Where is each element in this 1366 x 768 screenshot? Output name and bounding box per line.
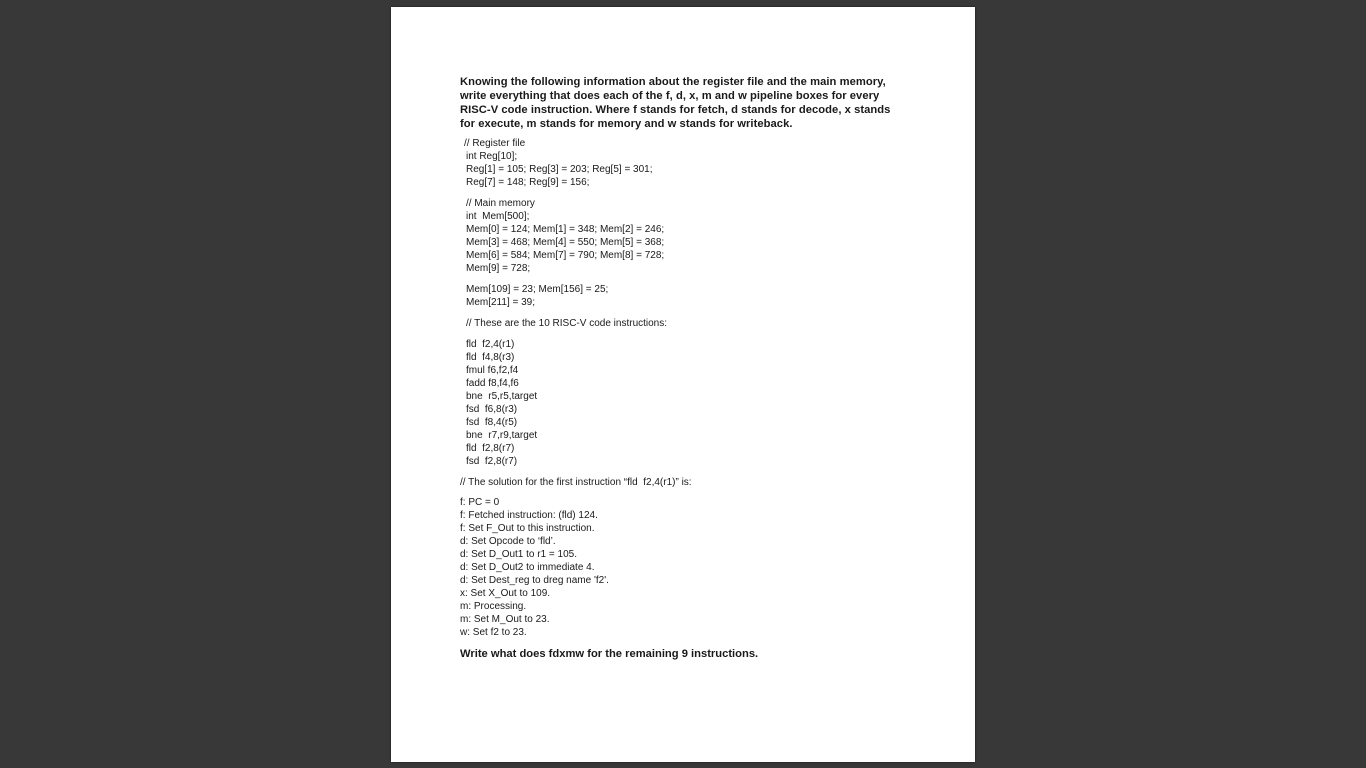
solution-step: x: Set X_Out to 109. bbox=[460, 588, 551, 599]
register-file-line: Reg[1] = 105; Reg[3] = 203; Reg[5] = 301; bbox=[466, 164, 653, 175]
instruction-line: fld f2,4(r1) bbox=[466, 339, 515, 350]
instruction-line: fsd f8,4(r5) bbox=[466, 417, 518, 428]
main-memory-line: Mem[6] = 584; Mem[7] = 790; Mem[8] = 728; bbox=[466, 250, 665, 261]
main-memory-line: Mem[3] = 468; Mem[4] = 550; Mem[5] = 368; bbox=[466, 237, 665, 248]
intro-paragraph: Knowing the following information about the register file and the main memory, write everything that does each of the f, d, x, m and w pipeline boxes for every RISC-V code instruction. Where f stands for fetch, d stands for decode, x stands for execute, m stands for memory and w stands for writeback. bbox=[460, 76, 891, 130]
register-file-block bbox=[466, 137, 905, 189]
solution-step: f: PC = 0 bbox=[460, 497, 500, 508]
solution-step: f: Set F_Out to this instruction. bbox=[460, 523, 595, 534]
main-memory-line: int Mem[500]; bbox=[466, 211, 530, 222]
instruction-line: fmul f6,f2,f4 bbox=[466, 365, 519, 376]
instructions-list bbox=[466, 338, 905, 468]
extra-memory-block bbox=[466, 283, 905, 309]
solution-step: d: Set D_Out1 to r1 = 105. bbox=[460, 549, 578, 560]
instruction-line: fsd f2,8(r7) bbox=[466, 456, 518, 467]
instructions-header: // These are the 10 RISC-V code instructions: bbox=[466, 318, 668, 329]
extra-memory-line: Mem[109] = 23; Mem[156] = 25; bbox=[466, 284, 609, 295]
register-file-line: Reg[7] = 148; Reg[9] = 156; bbox=[466, 177, 590, 188]
instruction-line: fsd f6,8(r3) bbox=[466, 404, 518, 415]
extra-memory-line: Mem[211] = 39; bbox=[466, 297, 536, 308]
page-content bbox=[460, 75, 905, 661]
solution-step: m: Set M_Out to 23. bbox=[460, 614, 550, 625]
main-memory-line: Mem[9] = 728; bbox=[466, 263, 531, 274]
instruction-line: fld f2,8(r7) bbox=[466, 443, 515, 454]
solution-step: f: Fetched instruction: (fld) 124. bbox=[460, 510, 598, 521]
instruction-line: bne r7,r9,target bbox=[466, 430, 538, 441]
document-page bbox=[391, 7, 975, 762]
instruction-line: fadd f8,f4,f6 bbox=[466, 378, 519, 389]
register-file-line: // Register file bbox=[464, 138, 526, 149]
main-memory-block bbox=[466, 197, 905, 275]
solution-step: d: Set Opcode to ‘fld’. bbox=[460, 536, 556, 547]
main-memory-line: // Main memory bbox=[466, 198, 535, 209]
instructions-header-block bbox=[466, 317, 905, 330]
solution-header: // The solution for the first instruction “fld f2,4(r1)” is: bbox=[460, 477, 692, 488]
instruction-line: fld f4,8(r3) bbox=[466, 352, 515, 363]
closing-instruction: Write what does fdxmw for the remaining 9 instructions. bbox=[460, 648, 759, 660]
main-memory-line: Mem[0] = 124; Mem[1] = 348; Mem[2] = 246; bbox=[466, 224, 665, 235]
solution-step: d: Set Dest_reg to dreg name 'f2'. bbox=[460, 575, 609, 586]
solution-step: w: Set f2 to 23. bbox=[460, 627, 527, 638]
solution-step: m: Processing. bbox=[460, 601, 527, 612]
solution-step: d: Set D_Out2 to immediate 4. bbox=[460, 562, 595, 573]
solution-steps bbox=[460, 496, 905, 639]
register-file-line: int Reg[10]; bbox=[466, 151, 518, 162]
instruction-line: bne r5,r5,target bbox=[466, 391, 538, 402]
